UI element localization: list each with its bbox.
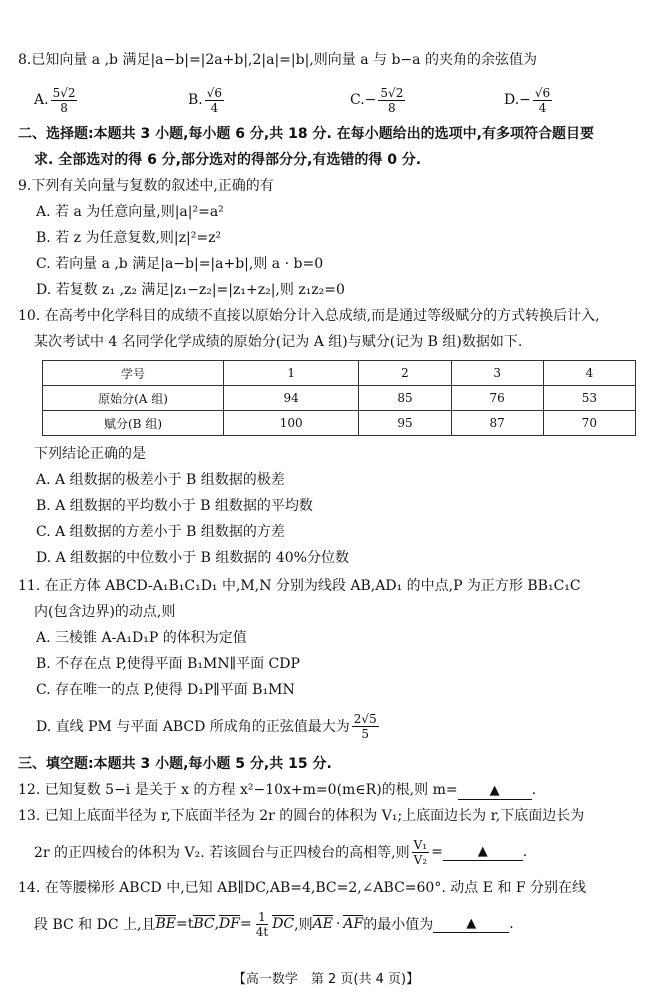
- q10-option-d[interactable]: D. A 组数据的中位数小于 B 组数据的 40%分位数: [36, 550, 349, 566]
- section-3-title: 三、填空题:本题共 3 小题,每小题 5 分,共 15 分.: [18, 756, 332, 772]
- vector-df: DF: [219, 916, 240, 932]
- answer-blank[interactable]: ▲: [443, 844, 523, 861]
- score-table: [42, 360, 636, 436]
- q14-line-1: 14. 在等腰梯形 ABCD 中,已知 AB∥DC,AB=4,BC=2,∠ABC=60°. 动点 E 和 F 分别在线: [18, 880, 586, 896]
- table-header-cell: 2: [359, 361, 451, 386]
- q8-option-d[interactable]: D.− $\frac{√6}{4}$: [504, 85, 551, 115]
- q13-line-1: 13. 已知上底面半径为 r,下底面半径为 2r 的圆台的体积为 V₁;上底面边长为 r,下底面边长为: [18, 808, 585, 824]
- q8-option-a[interactable]: A. $\frac{5√2}{8}$: [34, 85, 76, 115]
- q9-option-b[interactable]: B. 若 z 为任意复数,则|z|²=z²: [36, 230, 222, 246]
- table-header-cell: 3: [451, 361, 543, 386]
- q10-option-a[interactable]: A. A 组数据的极差小于 B 组数据的极差: [36, 472, 285, 488]
- table-cell: 95: [359, 411, 451, 436]
- q11-stem: 11. 在正方体 ABCD-A₁B₁C₁D₁ 中,M,N 分别为线段 AB,AD₁ 的中点,P 为正方形 BB₁C₁C: [18, 578, 581, 594]
- q10-option-c[interactable]: C. A 组数据的方差小于 B 组数据的方差: [36, 524, 285, 540]
- q8-stem: 8.已知向量 a ,b 满足|a−b|=|2a+b|,2|a|=|b|,则向量 a 与 b−a 的夹角的余弦值为: [18, 52, 537, 68]
- fraction: $\frac{\text{V₁}}{\text{V₂}}$: [413, 837, 428, 867]
- q9-option-c[interactable]: C. 若向量 a ,b 满足|a−b|=|a+b|,则 a · b=0: [36, 256, 324, 272]
- q13-line-2: 2r 的正四棱台的体积为 V₂. 若该圆台与正四棱台的高相等,则 $\frac{\text{V₁}}{\text{V₂}}$ = ▲ .: [34, 837, 528, 867]
- fraction: $\frac{√6}{4}$: [534, 85, 551, 115]
- table-cell: 53: [543, 386, 635, 411]
- q14-line-2: 段 BC 和 DC 上,且 BE =t BC , DF = $\frac{1}{4t}$ DC ,则 AE · AF 的最小值为 ▲ .: [34, 909, 514, 939]
- q10-stem-cont: 某次考试中 4 名同学化学成绩的原始分(记为 A 组)与赋分(记为 B 组)数据如下.: [34, 334, 523, 350]
- table-header-cell: 学号: [43, 361, 224, 386]
- answer-blank[interactable]: ▲: [433, 916, 509, 933]
- table-cell: 70: [543, 411, 635, 436]
- section-2-title: 二、选择题:本题共 3 小题,每小题 6 分,共 18 分. 在每小题给出的选项中,有多项符合题目要: [18, 126, 594, 142]
- q11-option-d[interactable]: D. 直线 PM 与平面 ABCD 所成角的正弦值最大为 $\frac{2√5}{5}$: [36, 711, 377, 741]
- table-cell: 76: [451, 386, 543, 411]
- q10-stem: 10. 在高考中化学科目的成绩不直接以原始分计入总成绩,而是通过等级赋分的方式转换后计入,: [18, 308, 600, 324]
- vector-af: AF: [343, 916, 364, 932]
- q9-stem: 9.下列有关向量与复数的叙述中,正确的有: [18, 178, 274, 194]
- table-row: [43, 411, 636, 436]
- table-header-cell: 4: [543, 361, 635, 386]
- answer-blank[interactable]: ▲: [458, 783, 532, 800]
- fraction: $\frac{1}{4t}$: [255, 909, 269, 939]
- table-cell: 85: [359, 386, 451, 411]
- table-header-row: [43, 361, 636, 386]
- table-cell: 87: [451, 411, 543, 436]
- q9-option-a[interactable]: A. 若 a 为任意向量,则|a|²=a²: [36, 204, 224, 220]
- table-cell: 94: [224, 386, 359, 411]
- q8-options: [34, 80, 634, 120]
- table-header-cell: 1: [224, 361, 359, 386]
- vector-dc: DC: [272, 916, 295, 932]
- table-cell: 赋分(B 组): [43, 411, 224, 436]
- fraction: $\frac{5√2}{8}$: [52, 85, 76, 115]
- fraction: $\frac{2√5}{5}$: [353, 711, 377, 741]
- table-cell: 100: [224, 411, 359, 436]
- q10-option-b[interactable]: B. A 组数据的平均数小于 B 组数据的平均数: [36, 498, 313, 514]
- q11-stem-cont: 内(包含边界)的动点,则: [34, 604, 176, 620]
- q8-option-c[interactable]: C.− $\frac{5√2}{8}$: [350, 85, 404, 115]
- q10-prompt: 下列结论正确的是: [34, 446, 146, 462]
- q9-option-d[interactable]: D. 若复数 z₁ ,z₂ 满足|z₁−z₂|=|z₁+z₂|,则 z₁z₂=0: [36, 282, 345, 298]
- q8-option-b[interactable]: B. $\frac{√6}{4}$: [188, 85, 223, 115]
- fraction: $\frac{√6}{4}$: [206, 85, 223, 115]
- q12: 12. 已知复数 5−i 是关于 x 的方程 x²−10x+m=0(m∈R)的根,则 m= ▲ .: [18, 782, 537, 798]
- section-2-title-cont: 求. 全部选对的得 6 分,部分选对的得部分分,有选错的得 0 分.: [34, 152, 422, 168]
- q11-option-b[interactable]: B. 不存在点 P,使得平面 B₁MN∥平面 CDP: [36, 656, 300, 672]
- fraction: $\frac{5√2}{8}$: [380, 85, 404, 115]
- page-footer: 【高一数学 第 2 页(共 4 页)】: [232, 972, 420, 987]
- vector-be: BE: [155, 916, 176, 932]
- vector-ae: AE: [312, 916, 333, 932]
- q11-option-a[interactable]: A. 三棱锥 A-A₁D₁P 的体积为定值: [36, 630, 247, 646]
- vector-bc: BC: [193, 916, 215, 932]
- q11-option-c[interactable]: C. 存在唯一的点 P,使得 D₁P∥平面 B₁MN: [36, 682, 295, 698]
- table-cell: 原始分(A 组): [43, 386, 224, 411]
- table-row: [43, 386, 636, 411]
